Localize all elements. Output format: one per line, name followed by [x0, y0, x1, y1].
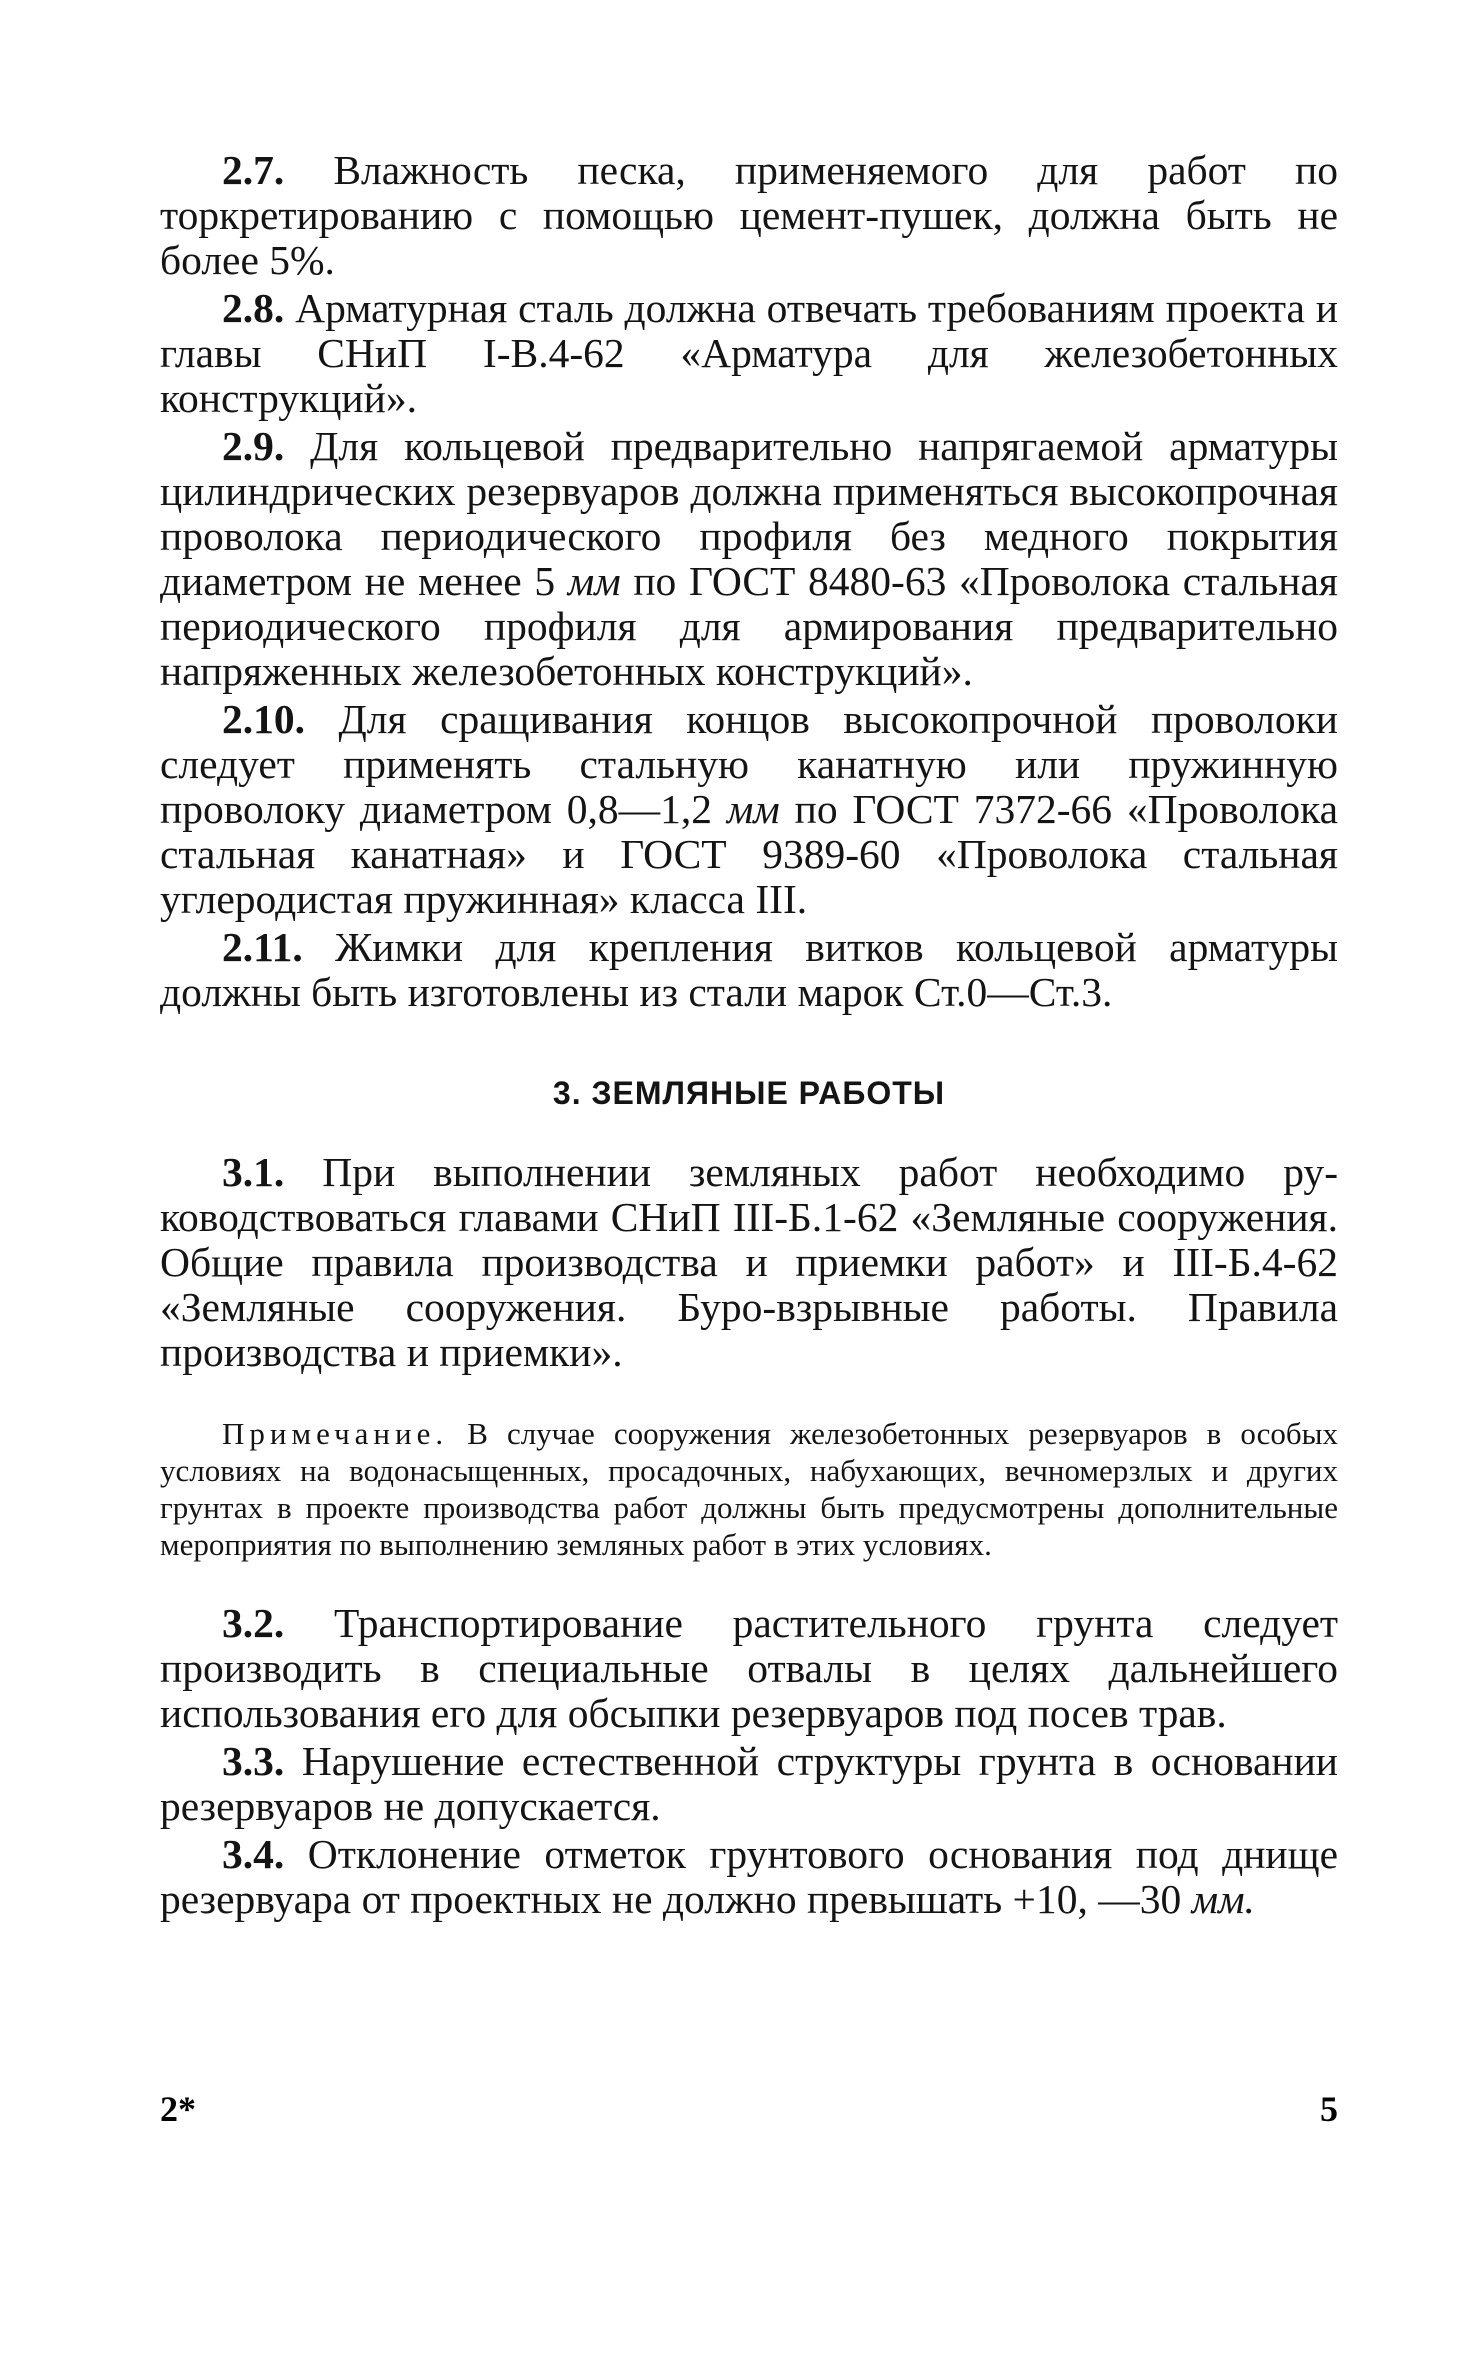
clause-number: 2.11.	[222, 924, 303, 970]
paragraph-2-8	[160, 286, 1338, 421]
clause-text: Влажность песка, применяемого для работ по торкретированию с помощью цемент-пушек, должна быть не более 5%.	[160, 147, 1338, 283]
page-number: 5	[1320, 2089, 1338, 2129]
paragraph-3-2	[160, 1601, 1338, 1736]
unit-label: мм	[726, 786, 780, 832]
clause-text: При выполнении земляных работ необходимо руководствоваться главами СНиП III-Б.1-62 «Земляные сооружения. Общие правила производства и приемки работ» и III-Б.4-62 «Земляные сооружения. Буро-взрывные работы. Правила производства и приемки».	[160, 1149, 1339, 1375]
paragraph-2-11	[160, 925, 1338, 1015]
clause-text: Транспортирование растительного грунта следует производить в специальные отвалы в целях дальнейшего использования его для обсыпки резервуаров под посев трав.	[160, 1600, 1338, 1736]
clause-text: Жимки для крепления витков кольцевой арматуры должны быть изготовлены из стали марок Ст.0—Ст.3.	[160, 924, 1339, 1015]
note-text: В случае сооружения железобетонных резервуаров в особых условиях на водонасыщенных, просадочных, набухающих, вечномерзлых и других грунтах в проекте производства работ должны быть предусмотрены дополнительные мероприятия по выполнению земляных работ в этих условиях.	[160, 1416, 1338, 1562]
clause-text: по ГОСТ 8480-63 «Проволока стальная периодического профиля для армирования предварительно напряженных железобетонных конструкций».	[160, 558, 1338, 694]
clause-number: 3.1.	[222, 1149, 285, 1195]
clause-text: Для кольцевой предварительно напрягаемой арматуры цилиндрических резервуаров должна применяться высокопрочная проволока периодического профиля без медного покрытия диаметром не менее 5	[160, 423, 1338, 604]
unit-label: мм	[567, 558, 621, 604]
clause-text: Нарушение естественной структуры грунта в основании резервуаров не допускается.	[160, 1738, 1339, 1829]
document-page	[160, 148, 1338, 1925]
clause-number: 2.7.	[222, 147, 285, 193]
unit-label: мм.	[1191, 1876, 1255, 1922]
paragraph-3-4	[160, 1832, 1338, 1922]
clause-text: Арматурная сталь должна отвечать требованиям проекта и главы СНиП I-В.4-62 «Арматура для железобетонных конструкций».	[160, 285, 1339, 421]
clause-number: 3.3.	[222, 1738, 285, 1784]
paragraph-3-1	[160, 1150, 1338, 1375]
clause-text: Отклонение отметок грунтового основания под днище резервуара от проектных не должно превышать +10, —30	[160, 1831, 1338, 1922]
note-block	[160, 1415, 1338, 1563]
signature-mark: 2*	[160, 2089, 196, 2129]
paragraph-2-10	[160, 697, 1338, 922]
clause-number: 2.8.	[222, 285, 285, 331]
clause-text: Для сращивания концов высокопрочной проволоки следует применять стальную канатную или пружинную проволоку диаметром 0,8—1,2	[160, 696, 1338, 832]
clause-number: 3.4.	[222, 1831, 285, 1877]
paragraph-3-3	[160, 1739, 1338, 1829]
paragraph-2-9	[160, 424, 1338, 694]
clause-number: 2.9.	[222, 423, 285, 469]
paragraph-2-7	[160, 148, 1338, 283]
note-label: Примечание.	[222, 1416, 449, 1451]
clause-number: 3.2.	[222, 1600, 285, 1646]
section-heading: 3. ЗЕМЛЯНЫЕ РАБОТЫ	[552, 1075, 946, 1111]
clause-text: по ГОСТ 7372-66 «Проволока стальная канатная» и ГОСТ 9389-60 «Проволока стальная углеродистая пружинная» класса III.	[160, 786, 1339, 922]
clause-number: 2.10.	[222, 696, 305, 742]
